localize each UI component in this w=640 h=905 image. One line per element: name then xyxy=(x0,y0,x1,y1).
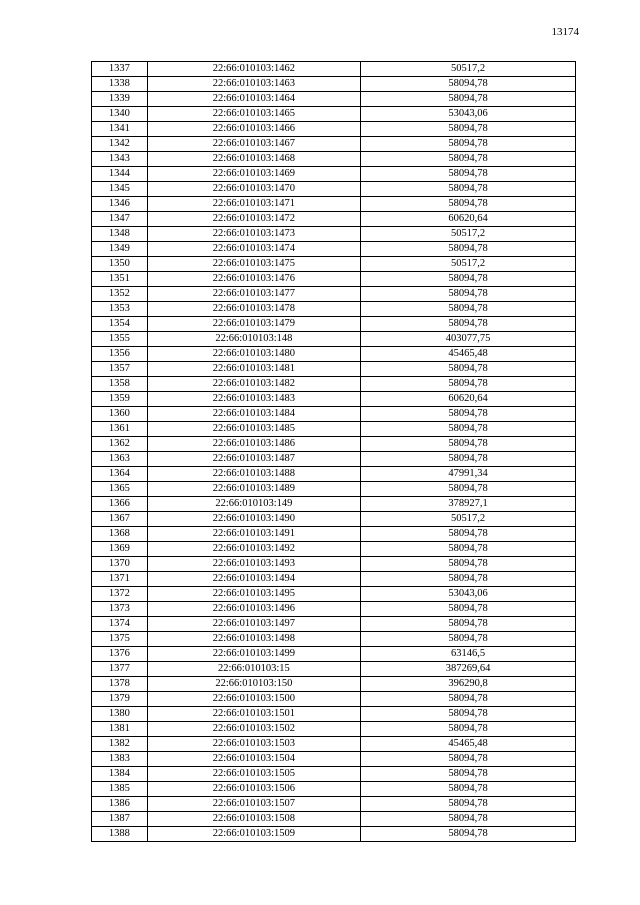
cadastral-value-cell: 58094,78 xyxy=(361,242,576,257)
table-row xyxy=(92,677,576,692)
cadastral-value-cell: 58094,78 xyxy=(361,167,576,182)
cadastral-value-cell: 53043,06 xyxy=(361,107,576,122)
cadastral-number-cell: 22:66:010103:1470 xyxy=(147,182,360,197)
cadastral-value-cell: 58094,78 xyxy=(361,302,576,317)
row-number-cell: 1351 xyxy=(92,272,148,287)
table-row xyxy=(92,797,576,812)
cadastral-number-cell: 22:66:010103:1497 xyxy=(147,617,360,632)
row-number-cell: 1345 xyxy=(92,182,148,197)
row-number-cell: 1349 xyxy=(92,242,148,257)
table-row xyxy=(92,182,576,197)
table-row xyxy=(92,512,576,527)
cadastral-value-cell: 58094,78 xyxy=(361,422,576,437)
cadastral-number-cell: 22:66:010103:1474 xyxy=(147,242,360,257)
row-number-cell: 1377 xyxy=(92,662,148,677)
page-number: 13174 xyxy=(551,26,579,38)
cadastral-value-cell: 58094,78 xyxy=(361,707,576,722)
table-row xyxy=(92,332,576,347)
cadastral-value-cell: 58094,78 xyxy=(361,602,576,617)
cadastral-number-cell: 22:66:010103:1501 xyxy=(147,707,360,722)
row-number-cell: 1342 xyxy=(92,137,148,152)
cadastral-value-cell: 53043,06 xyxy=(361,587,576,602)
table-row xyxy=(92,467,576,482)
cadastral-value-cell: 58094,78 xyxy=(361,77,576,92)
table-row xyxy=(92,827,576,842)
cadastral-number-cell: 22:66:010103:1467 xyxy=(147,137,360,152)
table-row xyxy=(92,107,576,122)
cadastral-value-cell: 58094,78 xyxy=(361,122,576,137)
row-number-cell: 1353 xyxy=(92,302,148,317)
table-row xyxy=(92,362,576,377)
cadastral-number-cell: 22:66:010103:1471 xyxy=(147,197,360,212)
table-row xyxy=(92,92,576,107)
table-row xyxy=(92,347,576,362)
cadastral-number-cell: 22:66:010103:1481 xyxy=(147,362,360,377)
cadastral-number-cell: 22:66:010103:1508 xyxy=(147,812,360,827)
table-row xyxy=(92,722,576,737)
row-number-cell: 1350 xyxy=(92,257,148,272)
cadastral-value-cell: 387269,64 xyxy=(361,662,576,677)
row-number-cell: 1369 xyxy=(92,542,148,557)
table-row xyxy=(92,692,576,707)
table-row xyxy=(92,197,576,212)
cadastral-value-cell: 58094,78 xyxy=(361,722,576,737)
cadastral-number-cell: 22:66:010103:1465 xyxy=(147,107,360,122)
table-body xyxy=(92,62,576,842)
cadastral-number-cell: 22:66:010103:1495 xyxy=(147,587,360,602)
row-number-cell: 1371 xyxy=(92,572,148,587)
cadastral-value-cell: 58094,78 xyxy=(361,152,576,167)
cadastral-value-cell: 45465,48 xyxy=(361,347,576,362)
cadastral-number-cell: 22:66:010103:149 xyxy=(147,497,360,512)
cadastral-number-cell: 22:66:010103:1476 xyxy=(147,272,360,287)
cadastral-value-cell: 403077,75 xyxy=(361,332,576,347)
row-number-cell: 1374 xyxy=(92,617,148,632)
cadastral-number-cell: 22:66:010103:1466 xyxy=(147,122,360,137)
table-row xyxy=(92,392,576,407)
cadastral-number-cell: 22:66:010103:1507 xyxy=(147,797,360,812)
table-row xyxy=(92,752,576,767)
table-row xyxy=(92,572,576,587)
table-row xyxy=(92,497,576,512)
table-row xyxy=(92,527,576,542)
cadastral-value-cell: 58094,78 xyxy=(361,362,576,377)
cadastral-value-cell: 58094,78 xyxy=(361,632,576,647)
row-number-cell: 1347 xyxy=(92,212,148,227)
cadastral-number-cell: 22:66:010103:1473 xyxy=(147,227,360,242)
cadastral-number-cell: 22:66:010103:1505 xyxy=(147,767,360,782)
row-number-cell: 1387 xyxy=(92,812,148,827)
cadastral-number-cell: 22:66:010103:1499 xyxy=(147,647,360,662)
cadastral-value-cell: 58094,78 xyxy=(361,287,576,302)
cadastral-number-cell: 22:66:010103:150 xyxy=(147,677,360,692)
cadastral-value-cell: 58094,78 xyxy=(361,317,576,332)
table-row xyxy=(92,782,576,797)
cadastral-value-cell: 58094,78 xyxy=(361,182,576,197)
table-row xyxy=(92,767,576,782)
cadastral-value-cell: 45465,48 xyxy=(361,737,576,752)
cadastral-number-cell: 22:66:010103:1480 xyxy=(147,347,360,362)
row-number-cell: 1364 xyxy=(92,467,148,482)
cadastral-value-cell: 58094,78 xyxy=(361,572,576,587)
row-number-cell: 1339 xyxy=(92,92,148,107)
row-number-cell: 1388 xyxy=(92,827,148,842)
cadastral-value-cell: 58094,78 xyxy=(361,692,576,707)
cadastral-number-cell: 22:66:010103:1477 xyxy=(147,287,360,302)
cadastral-value-cell: 58094,78 xyxy=(361,452,576,467)
row-number-cell: 1352 xyxy=(92,287,148,302)
cadastral-number-cell: 22:66:010103:1492 xyxy=(147,542,360,557)
table-row xyxy=(92,287,576,302)
table-row xyxy=(92,437,576,452)
cadastral-value-cell: 58094,78 xyxy=(361,197,576,212)
table-row xyxy=(92,272,576,287)
cadastral-value-cell: 58094,78 xyxy=(361,542,576,557)
row-number-cell: 1348 xyxy=(92,227,148,242)
table-row xyxy=(92,602,576,617)
cadastral-number-cell: 22:66:010103:1490 xyxy=(147,512,360,527)
cadastral-number-cell: 22:66:010103:1479 xyxy=(147,317,360,332)
row-number-cell: 1355 xyxy=(92,332,148,347)
row-number-cell: 1376 xyxy=(92,647,148,662)
cadastral-number-cell: 22:66:010103:1488 xyxy=(147,467,360,482)
row-number-cell: 1366 xyxy=(92,497,148,512)
cadastral-number-cell: 22:66:010103:1491 xyxy=(147,527,360,542)
row-number-cell: 1360 xyxy=(92,407,148,422)
table-row xyxy=(92,422,576,437)
row-number-cell: 1343 xyxy=(92,152,148,167)
cadastral-number-cell: 22:66:010103:1478 xyxy=(147,302,360,317)
cadastral-number-cell: 22:66:010103:1475 xyxy=(147,257,360,272)
row-number-cell: 1375 xyxy=(92,632,148,647)
cadastral-value-cell: 58094,78 xyxy=(361,482,576,497)
table-row xyxy=(92,557,576,572)
table-row xyxy=(92,167,576,182)
cadastral-number-cell: 22:66:010103:1486 xyxy=(147,437,360,452)
cadastral-value-cell: 60620,64 xyxy=(361,392,576,407)
table-row xyxy=(92,62,576,77)
table-row xyxy=(92,257,576,272)
cadastral-value-cell: 50517,2 xyxy=(361,62,576,77)
row-number-cell: 1370 xyxy=(92,557,148,572)
cadastral-value-cell: 50517,2 xyxy=(361,227,576,242)
row-number-cell: 1380 xyxy=(92,707,148,722)
cadastral-number-cell: 22:66:010103:1493 xyxy=(147,557,360,572)
table-row xyxy=(92,617,576,632)
table-row xyxy=(92,302,576,317)
cadastral-number-cell: 22:66:010103:1483 xyxy=(147,392,360,407)
cadastral-value-cell: 58094,78 xyxy=(361,782,576,797)
row-number-cell: 1381 xyxy=(92,722,148,737)
row-number-cell: 1341 xyxy=(92,122,148,137)
row-number-cell: 1384 xyxy=(92,767,148,782)
table-row xyxy=(92,452,576,467)
cadastral-value-cell: 378927,1 xyxy=(361,497,576,512)
table-row xyxy=(92,542,576,557)
cadastral-value-cell: 58094,78 xyxy=(361,767,576,782)
cadastral-number-cell: 22:66:010103:1463 xyxy=(147,77,360,92)
row-number-cell: 1386 xyxy=(92,797,148,812)
row-number-cell: 1378 xyxy=(92,677,148,692)
table-row xyxy=(92,407,576,422)
row-number-cell: 1340 xyxy=(92,107,148,122)
row-number-cell: 1367 xyxy=(92,512,148,527)
cadastral-number-cell: 22:66:010103:1485 xyxy=(147,422,360,437)
row-number-cell: 1385 xyxy=(92,782,148,797)
cadastral-value-cell: 58094,78 xyxy=(361,527,576,542)
cadastral-number-cell: 22:66:010103:1500 xyxy=(147,692,360,707)
row-number-cell: 1363 xyxy=(92,452,148,467)
cadastral-value-cell: 58094,78 xyxy=(361,557,576,572)
cadastral-number-cell: 22:66:010103:1484 xyxy=(147,407,360,422)
cadastral-number-cell: 22:66:010103:1498 xyxy=(147,632,360,647)
cadastral-number-cell: 22:66:010103:1472 xyxy=(147,212,360,227)
table-row xyxy=(92,632,576,647)
cadastral-value-cell: 58094,78 xyxy=(361,407,576,422)
row-number-cell: 1356 xyxy=(92,347,148,362)
row-number-cell: 1344 xyxy=(92,167,148,182)
row-number-cell: 1359 xyxy=(92,392,148,407)
table-row xyxy=(92,242,576,257)
row-number-cell: 1368 xyxy=(92,527,148,542)
cadastral-number-cell: 22:66:010103:1489 xyxy=(147,482,360,497)
row-number-cell: 1361 xyxy=(92,422,148,437)
table-row xyxy=(92,482,576,497)
cadastral-value-cell: 58094,78 xyxy=(361,617,576,632)
table-row xyxy=(92,662,576,677)
row-number-cell: 1346 xyxy=(92,197,148,212)
table-row xyxy=(92,737,576,752)
cadastral-value-cell: 58094,78 xyxy=(361,272,576,287)
cadastral-value-cell: 58094,78 xyxy=(361,137,576,152)
table-row xyxy=(92,152,576,167)
table-row xyxy=(92,212,576,227)
cadastral-number-cell: 22:66:010103:1469 xyxy=(147,167,360,182)
cadastral-value-cell: 58094,78 xyxy=(361,437,576,452)
table-row xyxy=(92,137,576,152)
cadastral-value-cell: 58094,78 xyxy=(361,812,576,827)
cadastral-number-cell: 22:66:010103:1502 xyxy=(147,722,360,737)
cadastral-value-cell: 58094,78 xyxy=(361,827,576,842)
cadastral-value-cell: 58094,78 xyxy=(361,377,576,392)
cadastral-value-cell: 58094,78 xyxy=(361,752,576,767)
row-number-cell: 1337 xyxy=(92,62,148,77)
table-row xyxy=(92,227,576,242)
cadastral-number-cell: 22:66:010103:1464 xyxy=(147,92,360,107)
row-number-cell: 1338 xyxy=(92,77,148,92)
row-number-cell: 1382 xyxy=(92,737,148,752)
cadastral-table xyxy=(91,61,576,842)
table-row xyxy=(92,707,576,722)
cadastral-number-cell: 22:66:010103:148 xyxy=(147,332,360,347)
cadastral-number-cell: 22:66:010103:1503 xyxy=(147,737,360,752)
table-row xyxy=(92,122,576,137)
cadastral-value-cell: 63146,5 xyxy=(361,647,576,662)
table-row xyxy=(92,812,576,827)
cadastral-number-cell: 22:66:010103:1504 xyxy=(147,752,360,767)
cadastral-number-cell: 22:66:010103:1506 xyxy=(147,782,360,797)
cadastral-value-cell: 50517,2 xyxy=(361,257,576,272)
cadastral-number-cell: 22:66:010103:1487 xyxy=(147,452,360,467)
cadastral-number-cell: 22:66:010103:15 xyxy=(147,662,360,677)
cadastral-value-cell: 396290,8 xyxy=(361,677,576,692)
cadastral-value-cell: 58094,78 xyxy=(361,92,576,107)
table-row xyxy=(92,647,576,662)
table-row xyxy=(92,317,576,332)
table-row xyxy=(92,377,576,392)
cadastral-value-cell: 47991,34 xyxy=(361,467,576,482)
cadastral-value-cell: 60620,64 xyxy=(361,212,576,227)
cadastral-value-cell: 58094,78 xyxy=(361,797,576,812)
row-number-cell: 1365 xyxy=(92,482,148,497)
cadastral-value-cell: 50517,2 xyxy=(361,512,576,527)
row-number-cell: 1357 xyxy=(92,362,148,377)
cadastral-number-cell: 22:66:010103:1482 xyxy=(147,377,360,392)
table-row xyxy=(92,77,576,92)
row-number-cell: 1379 xyxy=(92,692,148,707)
table-row xyxy=(92,587,576,602)
row-number-cell: 1373 xyxy=(92,602,148,617)
cadastral-number-cell: 22:66:010103:1509 xyxy=(147,827,360,842)
row-number-cell: 1358 xyxy=(92,377,148,392)
row-number-cell: 1383 xyxy=(92,752,148,767)
row-number-cell: 1362 xyxy=(92,437,148,452)
row-number-cell: 1372 xyxy=(92,587,148,602)
cadastral-number-cell: 22:66:010103:1496 xyxy=(147,602,360,617)
cadastral-number-cell: 22:66:010103:1462 xyxy=(147,62,360,77)
row-number-cell: 1354 xyxy=(92,317,148,332)
cadastral-number-cell: 22:66:010103:1494 xyxy=(147,572,360,587)
cadastral-number-cell: 22:66:010103:1468 xyxy=(147,152,360,167)
